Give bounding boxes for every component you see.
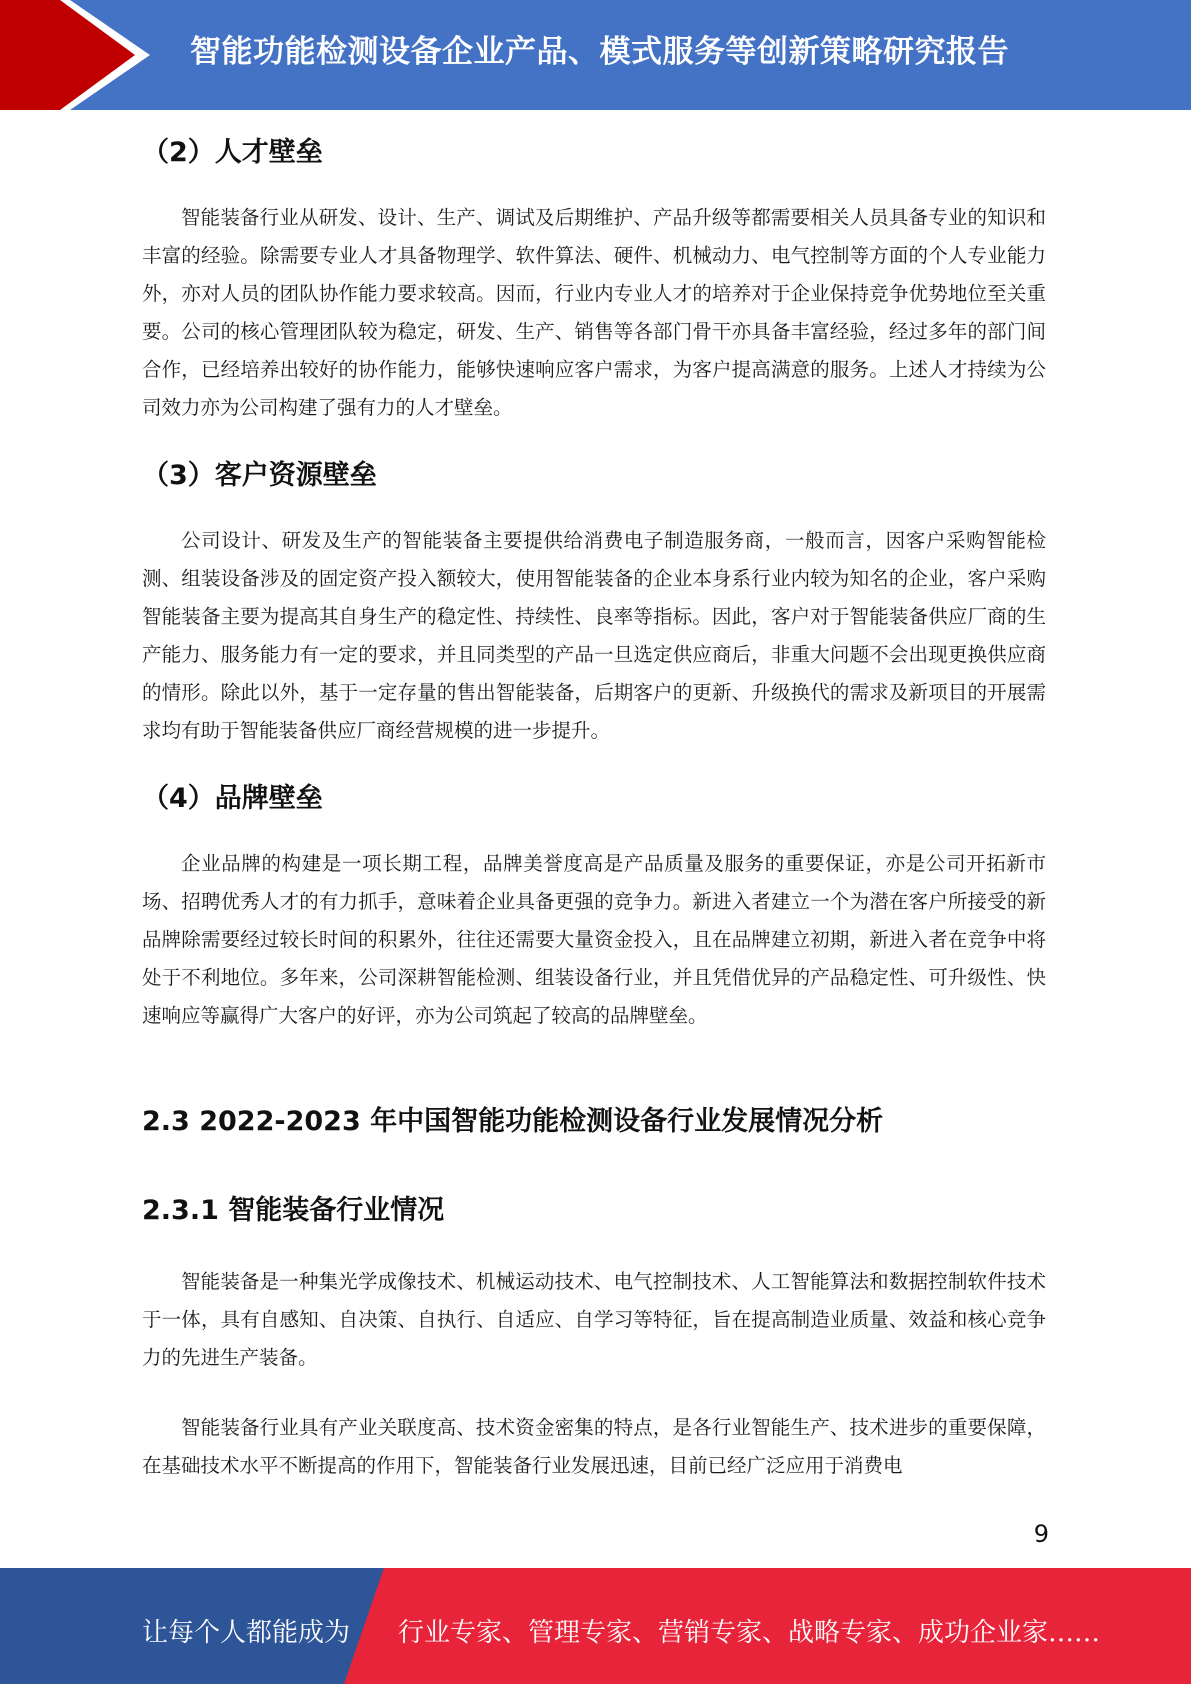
page-header — [0, 0, 1191, 110]
industry-paragraph-1: 智能装备是一种集光学成像技术、机械运动技术、电气控制技术、人工智能算法和数据控制软件技术于一体，具有自感知、自决策、自执行、自适应、自学习等特征，旨在提高制造业质量、效益和核心竞争力的先进生产装备。 — [142, 1270, 1046, 1369]
page-footer — [0, 1568, 1191, 1684]
footer-slogan-right: 行业专家、管理专家、营销专家、战略专家、成功企业家…… — [398, 1618, 1101, 1648]
customer-barrier-paragraph: 公司设计、研发及生产的智能装备主要提供给消费电子制造服务商，一般而言，因客户采购智能检测、组装设备涉及的固定资产投入额较大，使用智能装备的企业本身系行业内较为知名的企业，客户采购智能装备主要为提高其自身生产的稳定性、持续性、良率等指标。因此，客户对于智能装备供应厂商的生产能力、服务能力有一定的要求，并且同类型的产品一旦选定供应商后，非重大问题不会出现更换供应商的情形。除此以外，基于一定存量的售出智能装备，后期客户的更新、升级换代的需求及新项目的开展需求均有助于智能装备供应厂商经营规模的进一步提升。 — [142, 529, 1046, 742]
brand-barrier-paragraph: 企业品牌的构建是一项长期工程，品牌美誉度高是产品质量及服务的重要保证，亦是公司开拓新市场、招聘优秀人才的有力抓手，意味着企业具备更强的竞争力。新进入者建立一个为潜在客户所接受的新品牌除需要经过较长时间的积累外，往往还需要大量资金投入，且在品牌建立初期，新进入者在竞争中将处于不利地位。多年来，公司深耕智能检测、组装设备行业，并且凭借优异的产品稳定性、可升级性、快速响应等赢得广大客户的好评，亦为公司筑起了较高的品牌壁垒。 — [142, 852, 1046, 1027]
header-title: 智能功能检测设备企业产品、模式服务等创新策略研究报告 — [190, 34, 1009, 70]
industry-paragraph-2: 智能装备行业具有产业关联度高、技术资金密集的特点，是各行业智能生产、技术进步的重要保障，在基础技术水平不断提高的作用下，智能装备行业发展迅速，目前已经广泛应用于消费电 — [142, 1416, 1046, 1477]
page-content — [142, 118, 1046, 1511]
footer-slogan-left: 让每个人都能成为 — [142, 1618, 351, 1648]
talent-barrier-paragraph: 智能装备行业从研发、设计、生产、调试及后期维护、产品升级等都需要相关人员具备专业的知识和丰富的经验。除需要专业人才具备物理学、软件算法、硬件、机械动力、电气控制等方面的个人专业能力外，亦对人员的团队协作能力要求较高。因而，行业内专业人才的培养对于企业保持竞争优势地位至关重要。公司的核心管理团队较为稳定，研发、生产、销售等各部门骨干亦具备丰富经验，经过多年的部门间合作，已经培养出较好的协作能力，能够快速响应客户需求，为客户提高满意的服务。上述人才持续为公司效力亦为公司构建了强有力的人才壁垒。 — [142, 206, 1046, 419]
section-2-3-heading: 2.3 2022-2023 年中国智能功能检测设备行业发展情况分析 — [142, 1106, 884, 1137]
customer-barrier-heading: （3）客户资源壁垒 — [142, 460, 377, 491]
brand-barrier-heading: （4）品牌壁垒 — [142, 783, 323, 814]
page-number: 9 — [1033, 1520, 1049, 1548]
talent-barrier-heading: （2）人才壁垒 — [142, 137, 323, 168]
section-2-3-1-heading: 2.3.1 智能装备行业情况 — [142, 1195, 445, 1226]
